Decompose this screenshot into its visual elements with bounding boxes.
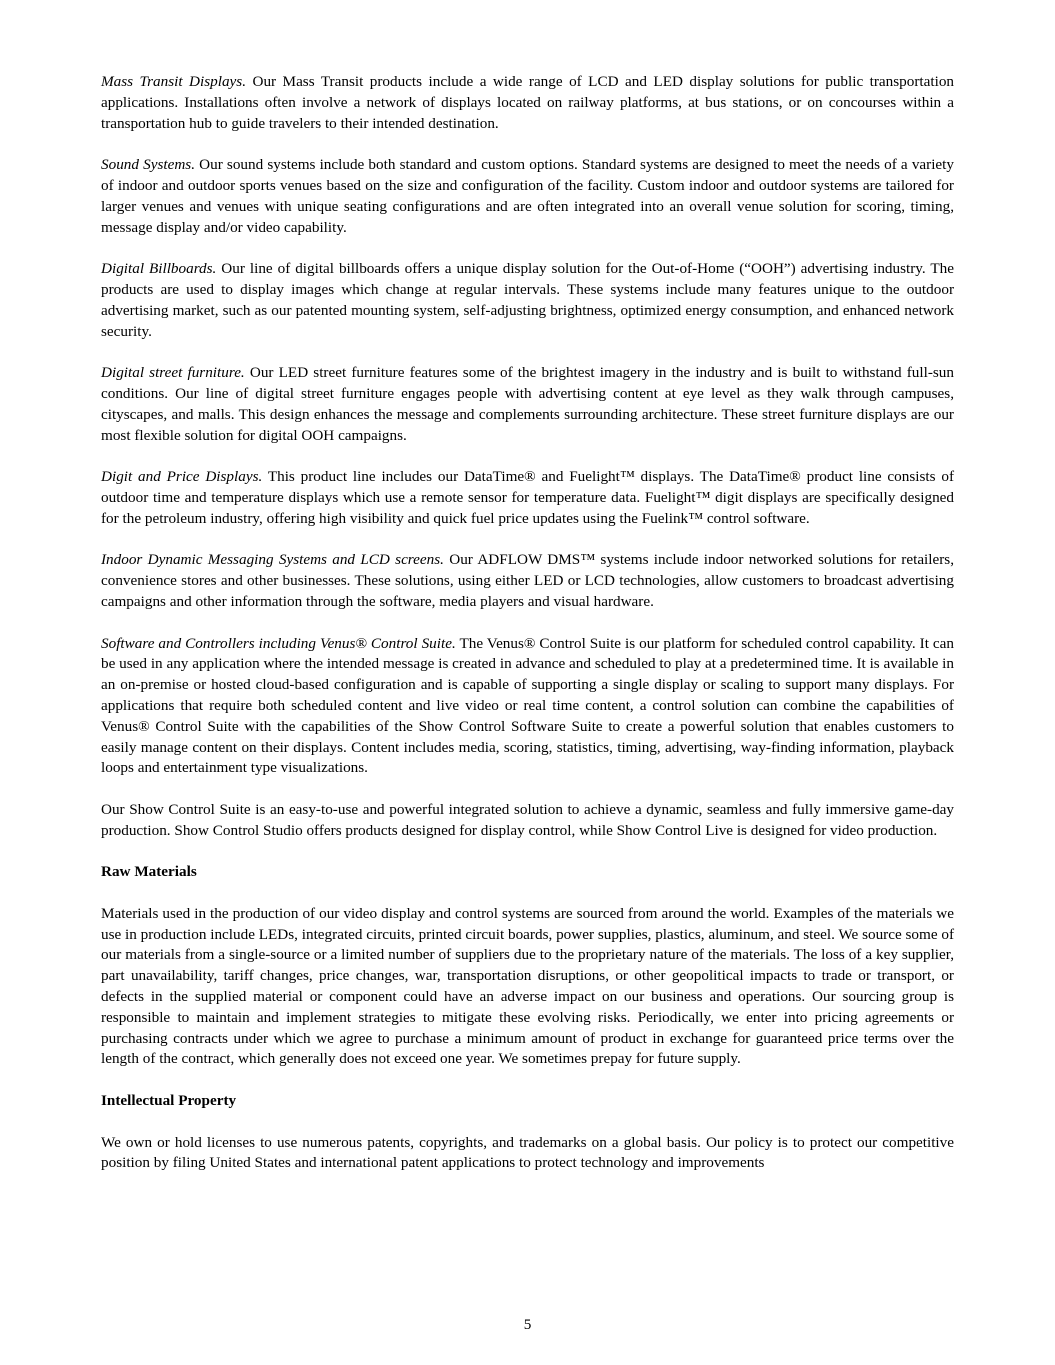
section-term: Software and Controllers including Venus® Control Suite. [101, 634, 456, 652]
section-term: Digital Billboards. [101, 260, 217, 278]
section-term: Digital street furniture. [101, 364, 245, 382]
section-term: Sound Systems. [101, 156, 195, 174]
section-term: Indoor Dynamic Messaging Systems and LCD screens. [101, 551, 444, 569]
document-body [101, 72, 954, 1195]
section-text: This product line includes our DataTime® and Fuelight™ displays. The DataTime® product line consists of outdoor time and temperature displays which use a remote sensor for temperature data. Fuelight™ digit displays are specifically designed for the petroleum industry, offering high visibility and quick fuel price updates using the Fuelink™ control software. [101, 468, 954, 527]
show-control-paragraph: Our Show Control Suite is an easy-to-use and powerful integrated solution to achieve a dynamic, seamless and fully immersive game-day production. Show Control Studio offers products designed for display control, while Show Control Live is designed for video production. [101, 800, 954, 839]
section-digital-street-furniture [101, 363, 954, 446]
raw-materials-heading: Raw Materials [101, 863, 197, 881]
page-number: 5 [523, 1316, 532, 1333]
section-software-controllers [101, 634, 954, 780]
section-text: Our Mass Transit products include a wide range of LCD and LED display solutions for public transportation applications. Installations often involve a network of displays located on railway platforms, at bus stations, or on concourses within a transportation hub to guide travelers to their intended destination. [101, 73, 955, 132]
section-digital-billboards [101, 259, 954, 342]
section-text: Our LED street furniture features some of the brightest imagery in the industry and is built to withstand full-sun conditions. Our line of digital street furniture engages people with advertising content at eye level as they walk through campuses, cityscapes, and malls. This design enhances the message and complements surrounding architecture. These street furniture displays are our most flexible solution for digital OOH campaigns. [101, 364, 954, 444]
section-term: Mass Transit Displays. [101, 73, 247, 90]
section-text: The Venus® Control Suite is our platform for scheduled control capability. It can be used in any application where the intended message is created in advance and scheduled to play at a predetermined time. It is available in an on-premise or hosted cloud-based configuration and is capable of supporting a single display or scaling to support many displays. For applications that require both scheduled content and live video or real time content, a control solution can combine the capabilities of Venus® Control Suite with the capabilities of the Show Control Software Suite to create a powerful solution that enables customers to easily manage content on their displays. Content includes media, scoring, statistics, timing, advertising, way-finding information, playback loops and entertainment type visualizations. [101, 634, 954, 777]
raw-materials-paragraph: Materials used in the production of our video display and control systems are sourced from around the world. Examples of the materials we use in production include LEDs, integrated circuits, printed circuit boards, power supplies, plastics, aluminum, and steel. We source some of our materials from a single-source or a limited number of suppliers due to the proprietary nature of the materials. The loss of a key supplier, part unavailability, tariff changes, price changes, war, transportation disruptions, or other geopolitical impacts to trade or transport, or defects in the supplied material or component could have an adverse impact on our business and operations. Our sourcing group is responsible to maintain and implement strategies to mitigate these evolving risks. Periodically, we enter into pricing agreements or purchasing contracts under which we agree to purchase a minimum amount of product in exchange for guaranteed price terms over the length of the contract, which generally does not exceed one year. We sometimes prepay for future supply. [101, 904, 955, 1068]
section-text: Our line of digital billboards offers a unique display solution for the Out-of-Home (“OOH”) advertising industry. The products are used to display images which change at regular intervals. These systems include many features unique to the outdoor advertising market, such as our patented mounting system, self-adjusting brightness, optimized energy consumption, and enhanced network security. [101, 260, 954, 340]
section-indoor-dynamic-messaging [101, 550, 954, 612]
intellectual-property-paragraph: We own or hold licenses to use numerous patents, copyrights, and trademarks on a global basis. Our policy is to protect our competitive position by filing United States and international patent applications to protect technology and improvements [101, 1133, 954, 1172]
section-text: Our ADFLOW DMS™ systems include indoor networked solutions for retailers, convenience stores and other businesses. These solutions, using either LED or LCD technologies, allow customers to broadcast advertising campaigns and other information through the software, media players and visual hardware. [101, 551, 955, 610]
intellectual-property-heading: Intellectual Property [101, 1092, 237, 1110]
section-sound-systems [101, 155, 954, 238]
section-term: Digit and Price Displays. [101, 468, 263, 486]
section-mass-transit [101, 72, 954, 134]
section-text: Our sound systems include both standard and custom options. Standard systems are designed to meet the needs of a variety of indoor and outdoor sports venues based on the size and configuration of the facility. Custom indoor and outdoor systems are tailored for larger venues and venues with unique seating configurations and are often integrated into an overall venue solution for scoring, timing, message display and/or video capability. [101, 156, 954, 236]
section-digit-price-displays [101, 467, 954, 529]
